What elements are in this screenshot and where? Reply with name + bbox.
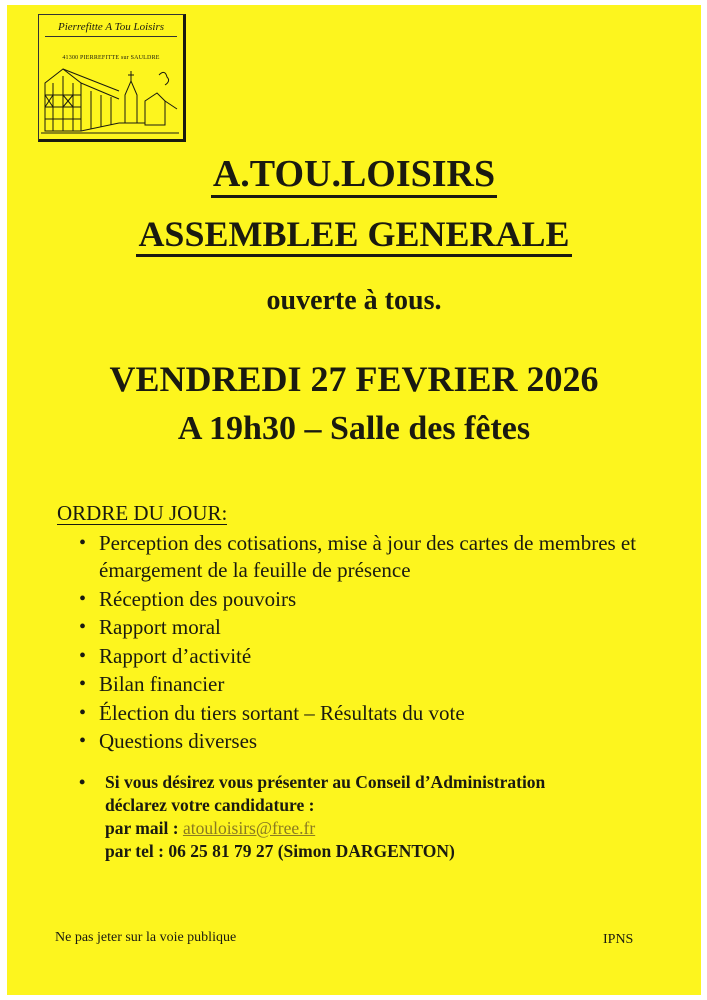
logo-title: Pierrefitte A Tou Loisirs	[45, 21, 177, 37]
footer-notice: Ne pas jeter sur la voie publique	[55, 930, 237, 945]
agenda-item: • Élection du tiers sortant – Résultats du vote	[79, 699, 639, 727]
event-date: VENDREDI 27 FEVRIER 2026	[109, 359, 599, 399]
candidature-line-2: déclarez votre candidature :	[105, 795, 315, 815]
poster	[7, 5, 701, 995]
candidature-block	[79, 771, 659, 863]
email-link[interactable]: atouloisirs@free.fr	[182, 818, 316, 838]
logo-address: 41300 PIERREFITTE sur SAULDRE	[62, 55, 160, 61]
open-to-all-text: ouverte à tous.	[266, 285, 442, 316]
agenda-title: ORDRE DU JOUR:	[57, 501, 228, 525]
association-logo	[38, 14, 186, 142]
agenda-item: • Rapport d’activité	[79, 642, 639, 670]
candidature-mail-line	[105, 817, 659, 840]
org-name: A.TOU.LOISIRS	[211, 153, 497, 198]
event-time-place: A 19h30 – Salle des fêtes	[177, 410, 531, 447]
agenda-item: • Questions diverses	[79, 727, 639, 755]
bullet-icon: •	[79, 772, 86, 792]
event-title: ASSEMBLEE GENERALE	[136, 214, 571, 257]
agenda-list	[79, 530, 639, 756]
village-sketch-icon	[41, 61, 181, 137]
org-name-heading	[7, 152, 701, 196]
agenda-item: • Rapport moral	[79, 613, 639, 641]
mail-label: par mail :	[105, 818, 183, 838]
event-heading	[7, 213, 701, 255]
agenda-item: • Bilan financier	[79, 670, 639, 698]
candidature-line-1: Si vous désirez vous présenter au Conseil d’Administration	[105, 772, 546, 792]
agenda-item: • Réception des pouvoirs	[79, 585, 639, 613]
footer-ipns: IPNS	[603, 932, 634, 947]
candidature-tel-line: par tel : 06 25 81 79 27 (Simon DARGENTON)	[105, 841, 455, 861]
agenda-item: • Perception des cotisations, mise à jour des cartes de membres et émargement de la feuille de présence	[79, 530, 639, 584]
